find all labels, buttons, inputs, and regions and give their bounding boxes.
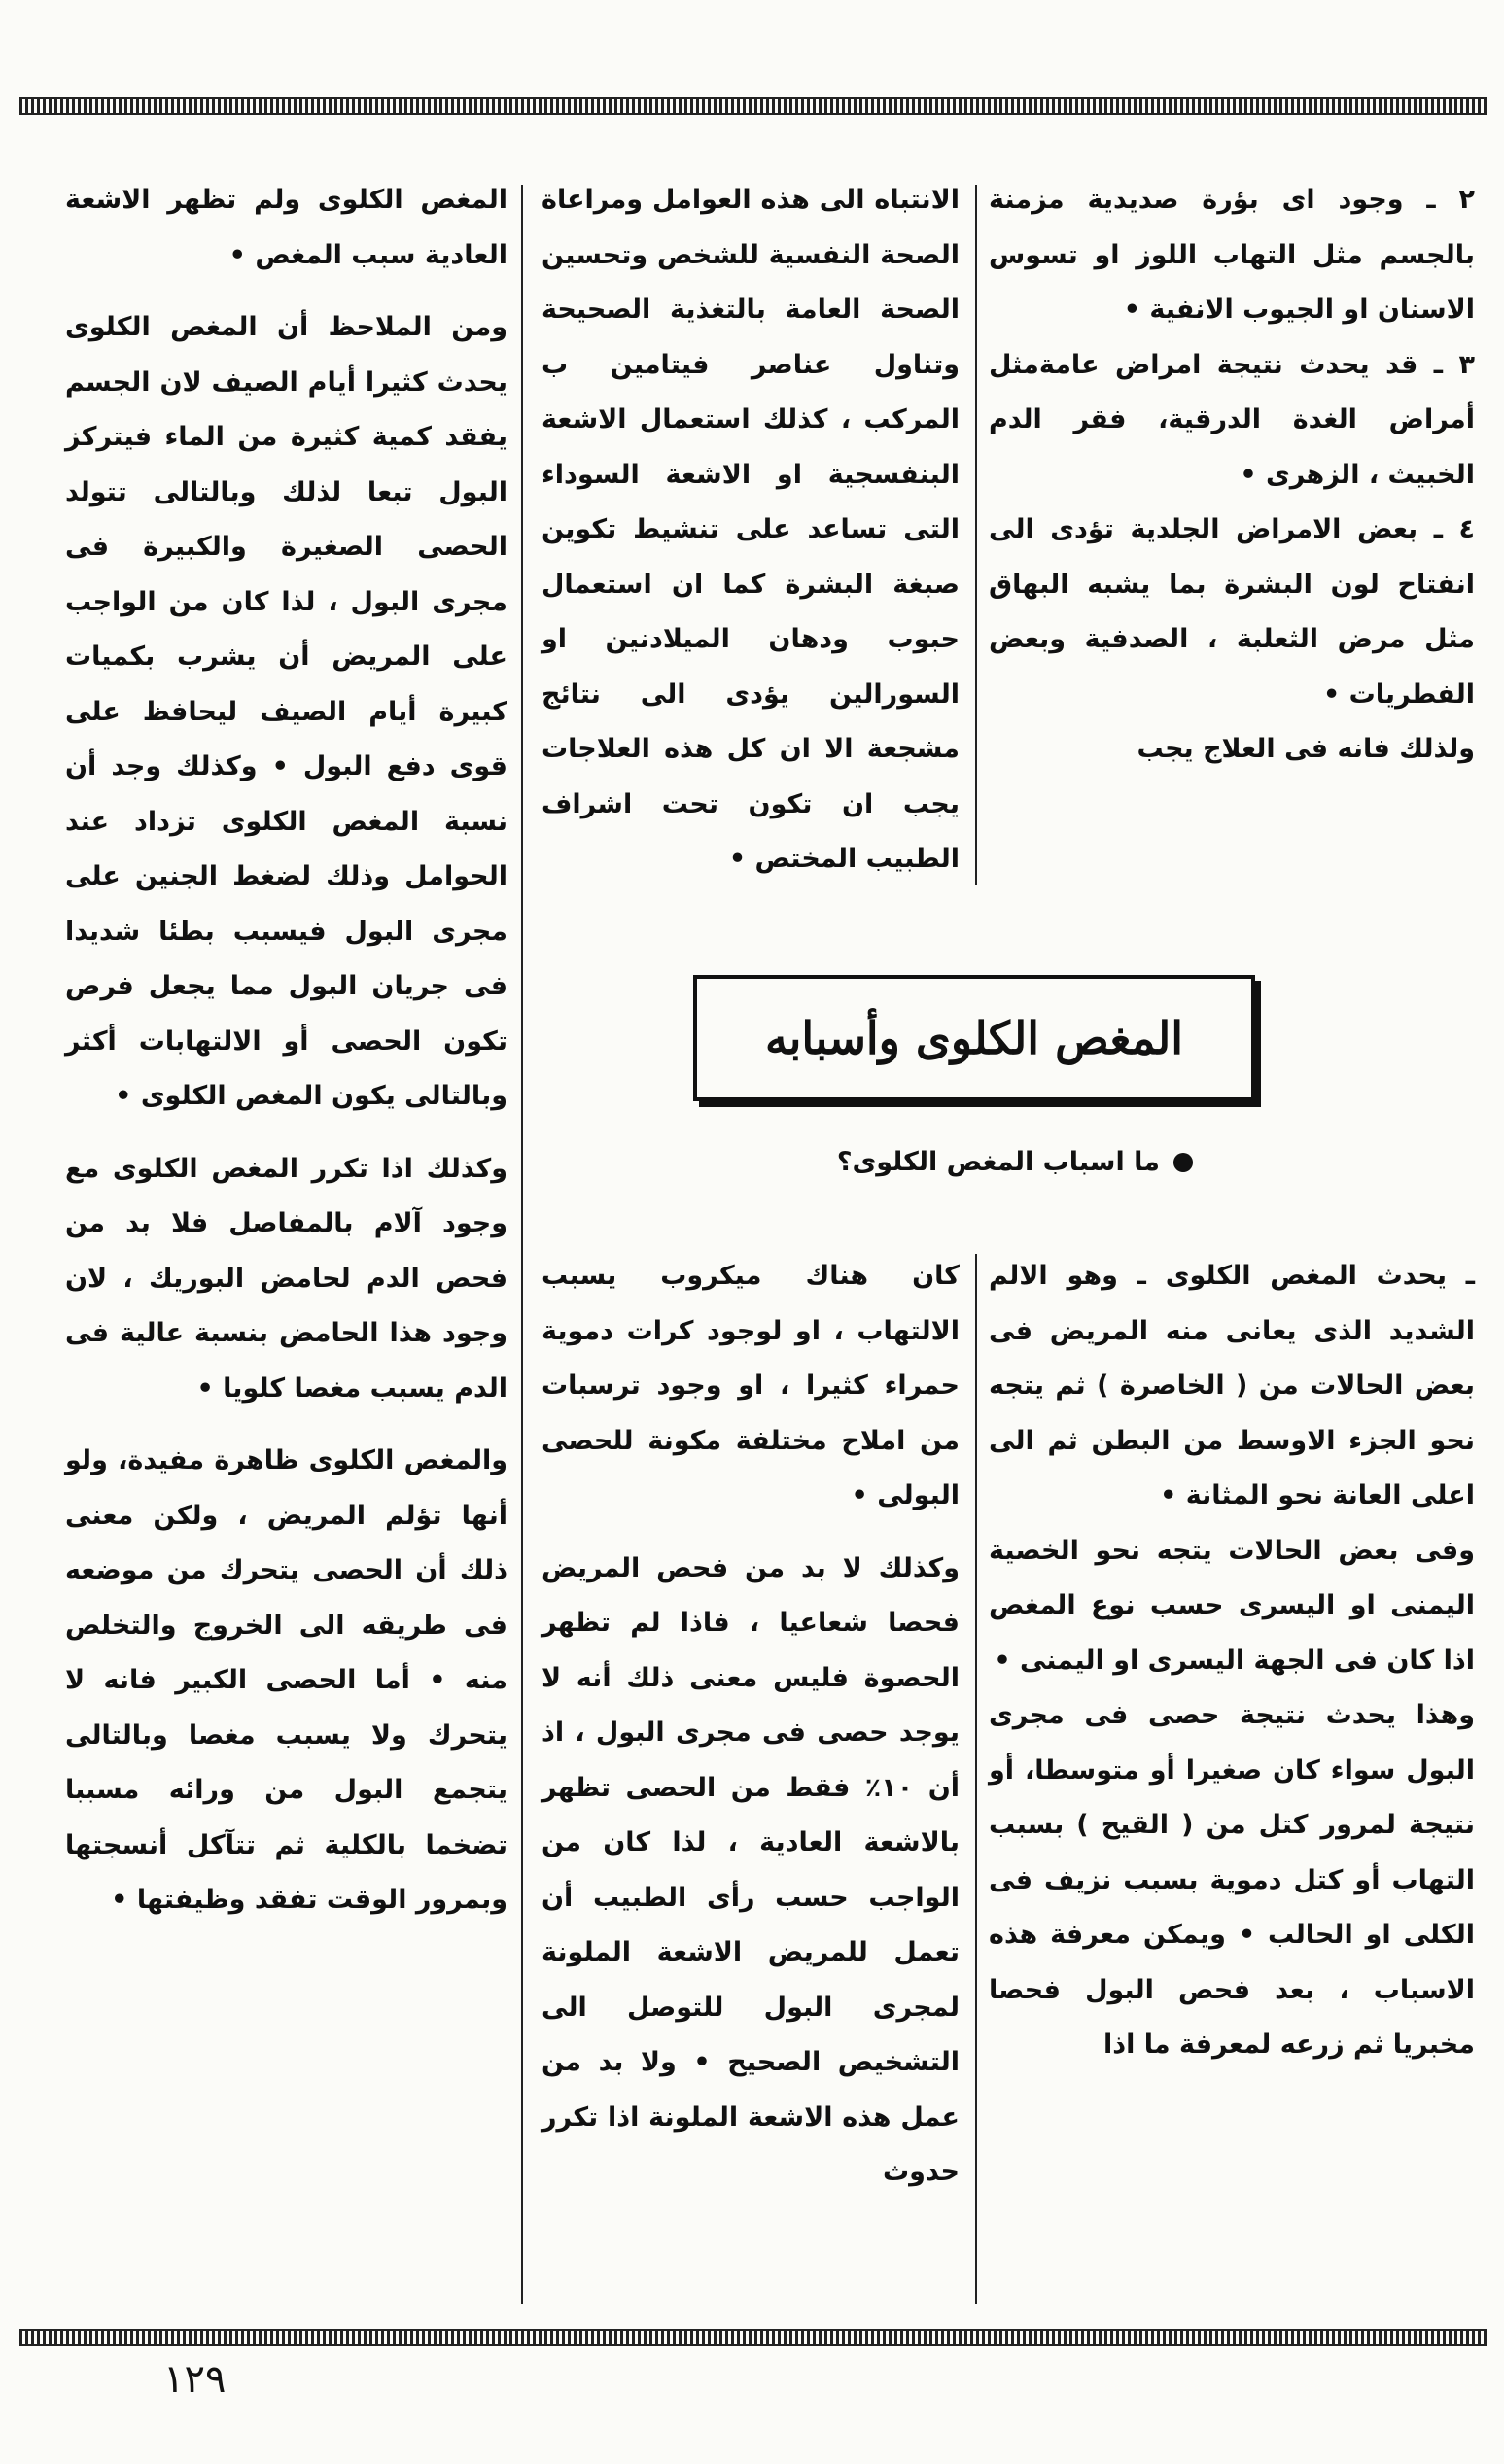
paragraph: ٢ ـ وجود اى بؤرة صديدية مزمنة بالجسم مثل التهاب اللوز او تسوس الاسنان او الجيوب الانفية •: [989, 185, 1475, 325]
paragraph: كان هناك ميكروب يسبب الالتهاب ، او لوجود كرات دموية حمراء كثيرا ، او وجود ترسبات من املاح مختلفة مكونة للحصى البولى •: [542, 1261, 960, 1510]
paragraph: وكذلك اذا تكرر المغص الكلوى مع وجود آلام بالمفاصل فلا بد من فحص الدم لحامض البوريك ، لان وجود هذا الحامض بنسبة عالية فى الدم يسبب مغصا كلويا •: [65, 1153, 507, 1404]
paragraph: وفى بعض الحالات يتجه نحو الخصية اليمنى او اليسرى حسب نوع المغص اذا كان فى الجهة اليسرى او اليمنى •: [989, 1535, 1475, 1676]
paragraph: الانتباه الى هذه العوامل ومراعاة الصحة النفسية للشخص وتحسين الصحة العامة بالتغذية الصحيحة وتناول عناصر فيتامين ب المركب ، كذلك استعمال الاشعة البنفسجية او الاشعة السوداء التى تساعد على تنشيط تكوين صبغة البشرة كما ان استعمال حبوب ودهان الميلادنين او السورالين يؤدى الى نتائج مشجعة الا ان كل هذه العلاجات يجب ان تكون تحت اشراف الطبيب المختص •: [542, 185, 960, 874]
article-column-right: [989, 1249, 1475, 2073]
column-rule: [521, 185, 523, 2304]
paragraph: ـ يحدث المغص الكلوى ـ وهو الالم الشديد الذى يعانى منه المريض فى بعض الحالات من ( الخاصرة ) ثم يتجه نحو الجزء الاوسط من البطن ثم الى اعلى العانة نحو المثانة •: [989, 1261, 1475, 1510]
top-decorative-border: [19, 97, 1487, 115]
article-title: المغص الكلوى وأسبابه: [764, 1012, 1184, 1064]
paragraph: وهذا يحدث نتيجة حصى فى مجرى البول سواء كان صغيرا أو متوسطا، أو نتيجة لمرور كتل من ( القيح ) بسبب التهاب أو كتل دموية بسبب نزيف فى الكلى او الحالب • ويمكن معرفة هذه الاسباب ، بعد فحص البول فحصا مخبريا ثم زرعه لمعرفة ما اذا: [989, 1700, 1475, 2060]
paragraph: ومن الملاحظ أن المغص الكلوى يحدث كثيرا أيام الصيف لان الجسم يفقد كمية كثيرة من الماء فيتركز البول تبعا لذلك وبالتالى تتولد الحصى الصغيرة والكبيرة فى مجرى البول ، لذا كان من الواجب على المريض أن يشرب بكميات كبيرة أيام الصيف ليحافظ على قوى دفع البول • وكذلك وجد أن نسبة المغص الكلوى تزداد عند الحوامل وذلك لضغط الجنين على مجرى البول فيسبب بطئا شديدا فى جريان البول مما يجعل فرص تكون الحصى أو الالتهابات أكثر وبالتالى يكون المغص الكلوى •: [65, 312, 507, 1111]
column-rule: [975, 1254, 977, 2304]
paragraph: وكذلك لا بد من فحص المريض فحصا شعاعيا ، فاذا لم تظهر الحصوة فليس معنى ذلك أنه لا يوجد حصى فى مجرى البول ، اذ أن ١٠٪ فقط من الحصى تظهر بالاشعة العادية ، لذا كان من الواجب حسب رأى الطبيب أن تعمل للمريض الاشعة الملونة لمجرى البول للتوصل الى التشخيص الصحيح • ولا بد من عمل هذه الاشعة الملونة اذا تكرر حدوث: [542, 1552, 960, 2187]
top-column-middle: [542, 173, 960, 887]
paragraph: ٣ ـ قد يحدث نتيجة امراض عامةمثل أمراض الغدة الدرقية، فقر الدم الخبيث ، الزهرى •: [989, 349, 1475, 490]
column-rule: [975, 185, 977, 885]
top-column-right: [989, 173, 1475, 778]
article-column-left: [65, 173, 507, 1928]
paragraph: والمغص الكلوى ظاهرة مفيدة، ولو أنها تؤلم المريض ، ولكن معنى ذلك أن الحصى يتحرك من موضعه فى طريقه الى الخروج والتخلص منه • أما الحصى الكبير فانه لا يتحرك ولا يسبب مغصا وبالتالى يتجمع البول من ورائه مسببا تضخما بالكلية ثم تتآكل أنسجتها وبمرور الوقت تفقد وظيفتها •: [65, 1445, 507, 1915]
bullet-icon: [1173, 1153, 1193, 1172]
page-number: ١٢٩: [163, 2357, 227, 2402]
question-line: [837, 1147, 1193, 1177]
bottom-decorative-border: [19, 2329, 1487, 2346]
paragraph: ولذلك فانه فى العلاج يجب: [1137, 734, 1475, 764]
article-column-middle: [542, 1249, 960, 2201]
article-title-box: [693, 975, 1255, 1101]
question-text: ما اسباب المغص الكلوى؟: [836, 1147, 1160, 1177]
paragraph: المغص الكلوى ولم تظهر الاشعة العادية سبب المغص •: [65, 185, 507, 270]
paragraph: ٤ ـ بعض الامراض الجلدية تؤدى الى انفتاح لون البشرة بما يشبه البهاق مثل مرض الثعلبة ، الصدفية وبعض الفطريات •: [989, 514, 1475, 710]
